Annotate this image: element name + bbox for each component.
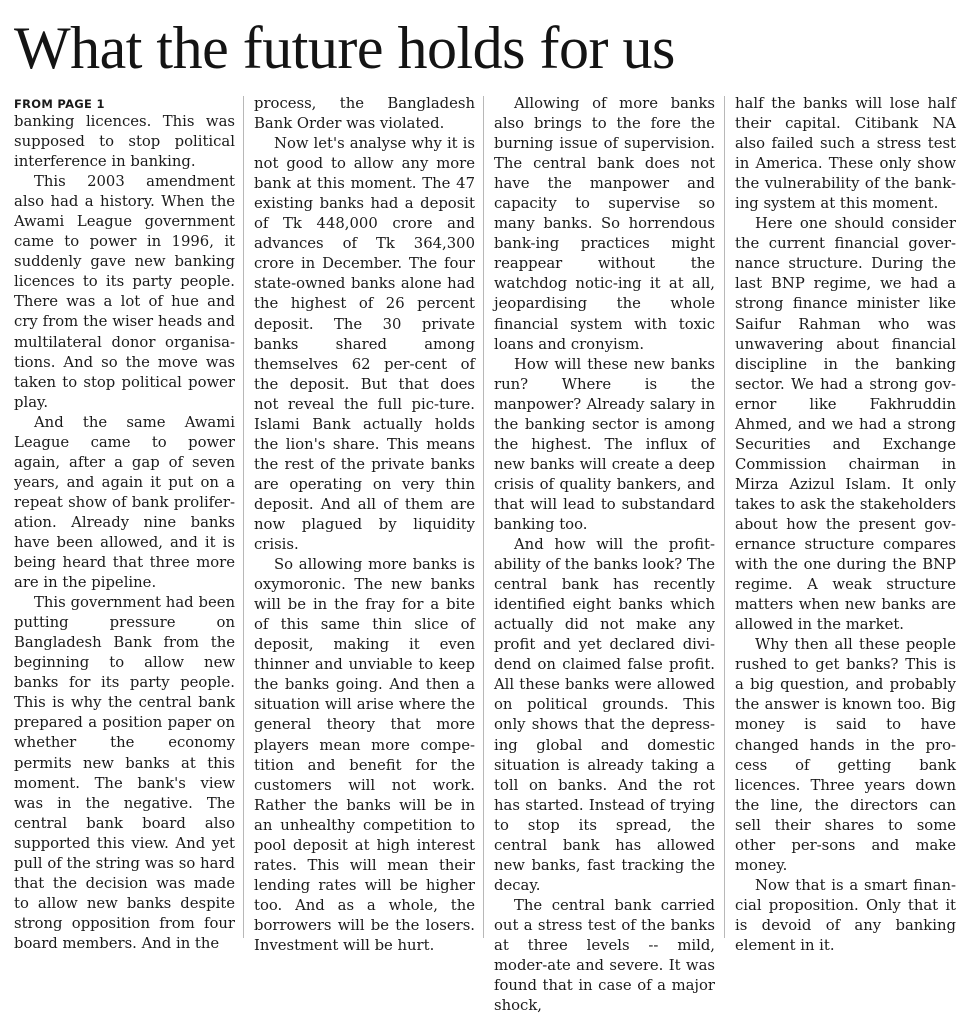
paragraph: Here one should consider the current financial gover-nance structure. During the last BNP regime, we had a strong finance minister like Saifur Rahman who was unwavering about financial discipline in the banking sector. We had a strong gov-ernor like Fakhruddin Ahmed, and we had a strong Securities and Exchange Commission chairman in Mirza Azizul Islam. It only takes to ask the stakeholders about how the present gov-ernance structure compares with the one during the BNP regime. A weak structure matters when new banks are allowed in the market. bbox=[735, 215, 956, 634]
paragraph: process, the Bangladesh Bank Order was violated. bbox=[254, 95, 475, 133]
paragraph: And how will the profit-ability of the banks look? The central bank has recently identified eight banks which actually did not make any profit and yet declared divi-dend on claimed false profit. All these banks were allowed on political grounds. This only shows that the depress-ing global and domestic situation is already taking a toll on banks. And the rot has started. Instead of trying to stop its spread, the central bank has allowed new banks, fast tracking the decay. bbox=[494, 536, 715, 894]
article-column-1 bbox=[14, 94, 235, 954]
paragraph: Now that is a smart finan-cial proposition. Only that it is devoid of any banking element in it. bbox=[735, 876, 956, 954]
paragraph: The central bank carried out a stress test of the banks at three levels -- mild, moder-ate and severe. It was found that in case of a major shock, bbox=[494, 896, 715, 1015]
paragraph: banking licences. This was supposed to stop political interference in banking. bbox=[14, 113, 235, 171]
article-column-4 bbox=[735, 94, 956, 956]
paragraph: And the same Awami League came to power again, after a gap of seven years, and again it put on a repeat show of bank prolifer-ation. Already nine banks have been allowed, and it is being heard that three more are in the pipeline. bbox=[14, 413, 235, 592]
column-divider bbox=[243, 96, 244, 938]
column-divider bbox=[724, 96, 725, 938]
paragraph: This 2003 amendment also had a history. When the Awami League government came to power in 1996, it suddenly gave new banking licences to its party people. There was a lot of hue and cry from the wiser heads and multilateral donor organisa-tions. And so the move was taken to stop political power play. bbox=[14, 173, 235, 411]
paragraph: Why then all these people rushed to get banks? This is a big question, and probably the answer is known too. Big money is said to have changed hands in the pro-cess of getting bank licences. Three years down the line, the directors can sell their shares to some other per-sons and make money. bbox=[735, 636, 956, 874]
paragraph: Now let's analyse why it is not good to allow any more bank at this moment. The 47 existing banks had a deposit of Tk 448,000 crore and advances of Tk 364,300 crore in December. The four state-owned banks alone had the highest of 26 percent deposit. The 30 private banks shared among themselves 62 per-cent of the deposit. But that does not reveal the full pic-ture. Islami Bank actually holds the lion's share. This means the rest of the private banks are operating on very thin deposit. And all of them are now plagued by liquidity crisis. bbox=[254, 135, 475, 554]
article-column-3 bbox=[494, 94, 715, 1016]
continuation-kicker: FROM PAGE 1 bbox=[14, 97, 105, 111]
paragraph: So allowing more banks is oxymoronic. The new banks will be in the fray for a bite of this same thin slice of deposit, making it even thinner and unviable to keep the banks going. And then a situation will arise where the general theory that more players mean more compe-tition and benefit for the customers will not work. Rather the banks will be in an unhealthy competition to pool deposit at high interest rates. This will mean their lending rates will be higher too. And as a whole, the borrowers will be the losers. Investment will be hurt. bbox=[254, 556, 475, 954]
article-headline: What the future holds for us bbox=[14, 15, 675, 81]
paragraph: half the banks will lose half their capital. Citibank NA also failed such a stress test in America. These only show the vulnerability of the bank-ing system at this moment. bbox=[735, 95, 956, 213]
paragraph: This government had been putting pressure on Bangladesh Bank from the beginning to allow new banks for its party people. This is why the central bank prepared a position paper on whether the economy permits new banks at this moment. The bank's view was in the negative. The central bank board also supported this view. And yet pull of the string was so hard that the decision was made to allow new banks despite strong opposition from four board members. And in the bbox=[14, 594, 235, 952]
column-divider bbox=[483, 96, 484, 938]
paragraph: How will these new banks run? Where is the manpower? Already salary in the banking sector is among the highest. The influx of new banks will create a deep crisis of quality bankers, and that will lead to substandard banking too. bbox=[494, 355, 715, 533]
paragraph: Allowing of more banks also brings to the fore the burning issue of supervision. The central bank does not have the manpower and capacity to supervise so many banks. So horrendous bank-ing practices might reappear without the watchdog notic-ing it at all, jeopardising the whole financial system with toxic loans and cronyism. bbox=[494, 95, 715, 353]
article-column-2 bbox=[254, 94, 475, 956]
